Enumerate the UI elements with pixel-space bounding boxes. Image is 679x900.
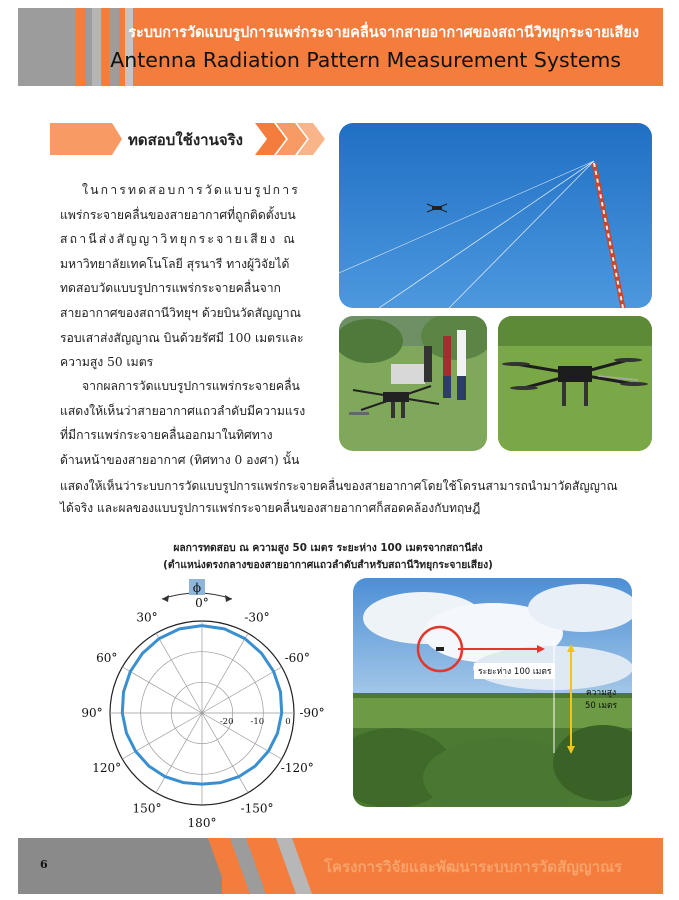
photo-team-setup bbox=[339, 316, 487, 451]
radiation-pattern-chart bbox=[72, 575, 332, 835]
drone-icon bbox=[436, 647, 444, 651]
angle-label: 60° bbox=[96, 651, 118, 665]
header-stripe bbox=[92, 8, 101, 86]
paragraph-intro bbox=[60, 178, 318, 375]
grid-spoke bbox=[202, 633, 248, 713]
header-title-english: Antenna Radiation Pattern Measurement Systems bbox=[110, 48, 621, 72]
footer-project-title: โครงการวิจัยและพัฒนาระบบการวัดสัญญาณร bbox=[324, 858, 623, 876]
text-line: แสดงให้เห็นว่าสายอากาศแถวลำดับมีความแรง bbox=[60, 403, 306, 418]
angle-label: -30° bbox=[244, 610, 270, 625]
text-line: แพร่กระจายคลื่นของสายอากาศที่ถูกติดตั้งบน bbox=[60, 207, 296, 222]
distance-label: ระยะห่าง 100 เมตร bbox=[474, 663, 555, 679]
result-caption-subtitle: (ตำแหน่งตรงกลางของสายอากาศแถวลำดับสำหรับสถานีวิทยุกระจายเสียง) bbox=[163, 559, 493, 571]
phi-symbol: ϕ bbox=[192, 581, 202, 595]
text-line: มหาวิทยาลัยเทคโนโลยี สุรนารี ทางผู้วิจัยได้ bbox=[60, 256, 290, 271]
header-title-thai: ระบบการวัดแบบรูปการแพร่กระจายคลื่นจากสายอากาศของสถานีวิทยุกระจายเสียง bbox=[128, 25, 639, 41]
text-line: ได้จริง และผลของแบบรูปการแพร่กระจายคลื่นของสายอากาศก็สอดคล้องกับทฤษฎี bbox=[60, 501, 481, 515]
page-footer bbox=[18, 838, 663, 894]
angle-label: -90° bbox=[299, 706, 325, 720]
radial-tick-label: -20 bbox=[219, 717, 234, 727]
photo-drone-on-grass bbox=[498, 316, 652, 451]
angle-label: 0° bbox=[195, 596, 209, 610]
result-caption-title: ผลการทดสอบ ณ ความสูง 50 เมตร ระยะห่าง 100 เมตรจากสถานีส่ง bbox=[173, 542, 483, 554]
angle-label: 150° bbox=[132, 801, 162, 816]
height-label-line: ความสูง bbox=[585, 688, 617, 698]
height-label-line: 50 เมตร bbox=[585, 701, 618, 711]
text-line: แสดงให้เห็นว่าระบบการวัดแบบรูปการแพร่กระจายคลื่นของสายอากาศโดยใช้โดรนสามารถนำมาวัดสัญญาณ bbox=[60, 479, 618, 493]
angle-label: 30° bbox=[136, 610, 158, 625]
paragraph-conclusion bbox=[60, 475, 660, 519]
radial-tick-label: 0 bbox=[285, 717, 291, 727]
header-stripe bbox=[125, 8, 133, 86]
angle-label: -60° bbox=[284, 651, 310, 665]
angle-label: 180° bbox=[187, 816, 217, 830]
text-line: จากผลการวัดแบบรูปการแพร่กระจายคลื่น bbox=[82, 379, 300, 393]
height-label bbox=[585, 687, 617, 713]
radial-tick-label: -10 bbox=[250, 717, 265, 727]
page-header bbox=[18, 8, 663, 86]
angle-label: -120° bbox=[280, 761, 314, 775]
section-ribbon bbox=[50, 123, 325, 155]
header-stripe bbox=[109, 8, 119, 86]
page-number: 6 bbox=[40, 858, 48, 871]
photo-drone-near-tower bbox=[339, 123, 652, 308]
angle-label: 90° bbox=[81, 706, 103, 720]
text-line: ความสูง 50 เมตร bbox=[60, 355, 154, 370]
grid-spoke bbox=[122, 713, 202, 759]
grid-spoke bbox=[122, 667, 202, 713]
text-line: รอบเสาส่งสัญญาณ บินด้วยรัศมี 100 เมตรและ bbox=[60, 330, 304, 345]
text-line: ที่มีการแพร่กระจายคลื่นออกมาในทิศทาง bbox=[60, 428, 273, 443]
grid-spoke bbox=[202, 667, 282, 713]
angle-label: 120° bbox=[92, 761, 122, 775]
section-title: ทดสอบใช้งานจริง bbox=[128, 131, 243, 149]
text-line: สถานีส่งสัญญาวิทยุกระจายเสียง ณ bbox=[60, 232, 297, 247]
grid-spoke bbox=[202, 713, 282, 759]
paragraph-result bbox=[60, 374, 318, 472]
header-grey-block bbox=[18, 8, 102, 86]
angle-label: -150° bbox=[240, 801, 274, 816]
text-line: ทดสอบวัดแบบรูปการแพร่กระจายคลื่นจาก bbox=[60, 281, 281, 296]
grid-spoke bbox=[156, 633, 202, 713]
text-line: ด้านหน้าของสายอากาศ (ทิศทาง 0 องศา) นั้น bbox=[60, 452, 300, 467]
text-line: ในการทดสอบการวัดแบบรูปการ bbox=[82, 183, 300, 197]
header-stripe bbox=[76, 8, 86, 86]
text-line: สายอากาศของสถานีวิทยุฯ ด้วยบินวัดสัญญาณ bbox=[60, 305, 301, 320]
